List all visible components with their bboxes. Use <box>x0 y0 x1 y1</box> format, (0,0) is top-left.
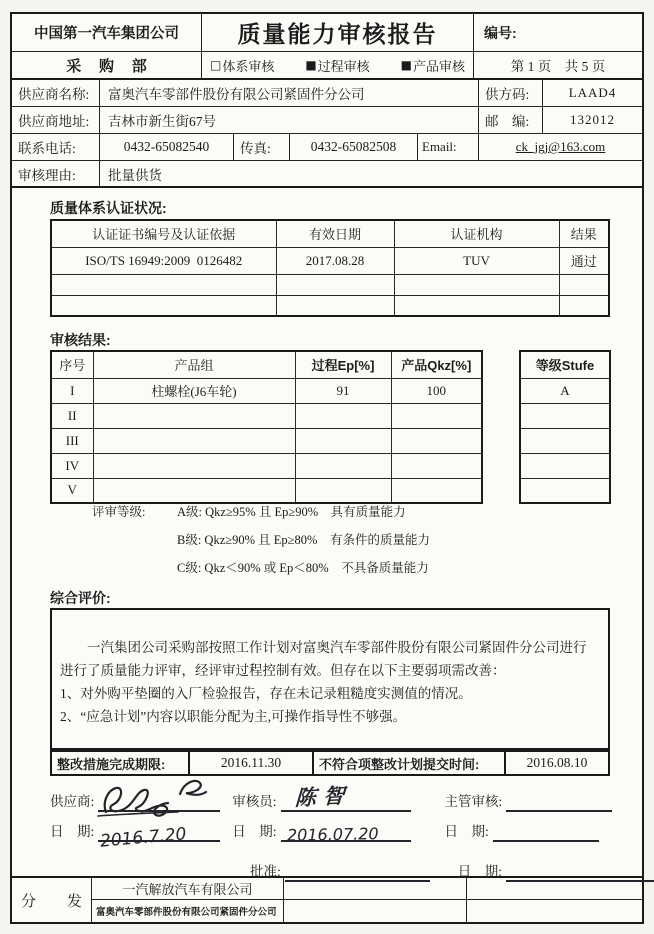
cert-certificate: ISO/TS 16949:2009 0126482 <box>51 247 276 274</box>
cert-col-body: 认证机构 <box>394 220 559 247</box>
cert-result <box>559 274 609 295</box>
checkbox-checked-icon: ■ <box>400 58 412 72</box>
res-qkz <box>391 428 482 453</box>
supplier-signature <box>92 774 227 822</box>
grading-label: 评审等级: <box>92 505 146 519</box>
results-table <box>50 350 483 504</box>
approve-label: 批准: <box>250 864 281 879</box>
zip-label: 邮 编: <box>479 107 543 133</box>
res-qkz <box>391 453 482 478</box>
res-col-product-qkz: 产品Qkz[%] <box>391 351 482 378</box>
evaluation-line: 1、对外购平垫圈的入厂检验报告，存在未记录粗糙度实测值的情况。 <box>60 686 472 701</box>
certification-row-empty <box>51 295 609 316</box>
measure-deadline-label: 整改措施完成期限: <box>57 756 166 772</box>
distribution-recipient-2: 富奥汽车零部件股份有限公司紧固件分公司 <box>92 900 284 922</box>
res-ep <box>295 453 391 478</box>
res-product <box>93 428 295 453</box>
results-row <box>51 378 482 403</box>
res-qkz: 100 <box>391 378 482 403</box>
res-product: 柱螺栓(J6车轮) <box>93 378 295 403</box>
plan-submit-date: 2016.08.10 <box>504 752 608 774</box>
results-row <box>51 478 482 503</box>
supplier-address-value: 吉林市新生街67号 <box>100 107 479 133</box>
checkbox-checked-icon: ■ <box>305 58 317 72</box>
supplier-sign-label: 供应商: <box>50 794 95 809</box>
audit-reason-value: 批量供货 <box>108 167 162 183</box>
signature-row-dates <box>50 820 599 852</box>
header-row-1 <box>12 14 642 52</box>
audit-type-label: 产品审核 <box>412 58 465 74</box>
distribution-empty-cell <box>284 878 467 900</box>
contact-row <box>12 134 642 161</box>
evaluation-line: 一汽集团公司采购部按照工作计划对富奥汽车零部件股份有限公司紧固件分公司进行 <box>87 640 587 655</box>
manager-date-label: 日 期: <box>444 824 489 839</box>
cert-valid-date: 2017.08.28 <box>276 247 394 274</box>
supplier-date-handwritten: 2016.7.20 <box>99 824 188 852</box>
certification-header-row <box>51 220 609 247</box>
cert-valid-date <box>276 274 394 295</box>
supplier-date-label: 日 期: <box>50 824 95 839</box>
res-col-process-ep: 过程Ep[%] <box>295 351 391 378</box>
certification-row-empty <box>51 274 609 295</box>
grade-value <box>520 478 610 503</box>
manager-date-line <box>493 822 599 842</box>
approve-date-label: 日 期: <box>457 864 503 879</box>
supplier-signature-line <box>98 792 220 812</box>
grade-header: 等级Stufe <box>520 351 610 378</box>
checkbox-unchecked-icon: □ <box>210 58 222 72</box>
evaluation-box <box>50 608 610 750</box>
grade-value <box>520 453 610 478</box>
distribution-table <box>12 876 642 922</box>
res-ep: 91 <box>295 378 391 403</box>
res-no: III <box>51 428 93 453</box>
grading-legend <box>92 502 430 586</box>
evaluation-section-title: 综合评价: <box>50 590 111 606</box>
cert-col-result: 结果 <box>559 220 609 247</box>
audit-reason-row <box>12 161 642 188</box>
results-row <box>51 403 482 428</box>
zip-value: 132012 <box>570 112 615 127</box>
res-product <box>93 478 295 503</box>
email-label: Email: <box>418 134 479 160</box>
certification-table <box>50 219 610 317</box>
grading-level-a: A级: Qkz≥95% 且 Ep≥90% 具有质量能力 <box>177 505 406 519</box>
audit-type-label: 过程审核 <box>317 58 370 74</box>
res-ep <box>295 403 391 428</box>
res-no: IV <box>51 453 93 478</box>
auditor-signature-line <box>281 783 411 812</box>
distribution-empty-cell <box>467 900 642 922</box>
phone-value: 0432-65082540 <box>100 134 234 160</box>
cert-col-certificate: 认证证书编号及认证依据 <box>51 220 276 247</box>
supplier-code-value: LAAD4 <box>568 85 617 100</box>
res-qkz <box>391 403 482 428</box>
distribution-label: 分 发 <box>12 878 92 922</box>
cert-result <box>559 295 609 316</box>
auditor-signature: 陈 智 <box>293 783 345 811</box>
res-ep <box>295 428 391 453</box>
auditor-date-line <box>281 822 411 845</box>
distribution-empty-cell <box>467 878 642 900</box>
report-number-label: 编号: <box>484 24 517 41</box>
cert-col-valid-date: 有效日期 <box>276 220 394 247</box>
supplier-code-label: 供方码: <box>479 80 543 106</box>
supplier-date-line <box>98 822 220 852</box>
header-row-2 <box>12 52 642 80</box>
res-col-no: 序号 <box>51 351 93 378</box>
auditor-date-label: 日 期: <box>232 824 277 839</box>
supplier-name-value: 富奥汽车零部件股份有限公司紧固件分公司 <box>100 80 479 106</box>
cert-result: 通过 <box>559 247 609 274</box>
audit-type-system <box>210 56 274 75</box>
results-row <box>51 453 482 478</box>
res-col-product-group: 产品组 <box>93 351 295 378</box>
cert-body <box>394 274 559 295</box>
grading-level-c: C级: Qkz＜90% 或 Ep＜80% 不具备质量能力 <box>177 561 429 575</box>
grade-value <box>520 403 610 428</box>
signature-row-names <box>50 783 612 812</box>
email-value: ck_jgj@163.com <box>515 139 606 154</box>
supplier-name-row <box>12 80 642 107</box>
report-title: 质量能力审核报告 <box>202 14 474 51</box>
distribution-recipient-1: 一汽解放汽车有限公司 <box>92 878 284 900</box>
grade-value: A <box>520 378 610 403</box>
res-no: V <box>51 478 93 503</box>
certification-section-title: 质量体系认证状况: <box>50 200 167 216</box>
cert-certificate <box>51 274 276 295</box>
grade-value <box>520 428 610 453</box>
department: 采 购 部 <box>12 52 202 78</box>
cert-valid-date <box>276 295 394 316</box>
supplier-address-label: 供应商地址: <box>12 107 100 133</box>
plan-submit-label: 不符合项整改计划提交时间: <box>312 752 504 774</box>
audit-type-product <box>401 56 465 75</box>
auditor-sign-label: 审核员: <box>232 794 277 809</box>
cert-certificate <box>51 295 276 316</box>
fax-label: 传真: <box>234 134 290 160</box>
audit-reason-label: 审核理由: <box>12 161 100 186</box>
results-section-title: 审核结果: <box>50 332 111 348</box>
manager-sign-label: 主管审核: <box>444 794 503 809</box>
results-header-row <box>51 351 482 378</box>
measure-deadline-date: 2016.11.30 <box>188 752 312 774</box>
supplier-address-row <box>12 107 642 134</box>
fax-value: 0432-65082508 <box>290 134 418 160</box>
supplier-name-label: 供应商名称: <box>12 80 100 106</box>
phone-label: 联系电话: <box>12 134 100 160</box>
grading-level-b: B级: Qkz≥90% 且 Ep≥80% 有条件的质量能力 <box>177 533 430 547</box>
audit-type-checkboxes <box>202 52 474 78</box>
results-area <box>50 350 611 504</box>
cert-body <box>394 295 559 316</box>
certification-row <box>51 247 609 274</box>
res-product <box>93 403 295 428</box>
company-name: 中国第一汽车集团公司 <box>12 14 202 51</box>
res-product <box>93 453 295 478</box>
cert-body: TUV <box>394 247 559 274</box>
results-row <box>51 428 482 453</box>
page-info: 第 1 页 共 5 页 <box>510 59 606 74</box>
res-no: II <box>51 403 93 428</box>
report-sheet <box>10 12 644 924</box>
res-ep <box>295 478 391 503</box>
evaluation-line: 2、“应急计划”内容以职能分配为主,可操作指导性不够强。 <box>60 709 407 724</box>
audit-type-process <box>305 56 369 75</box>
audit-type-label: 体系审核 <box>222 58 275 74</box>
auditor-date-handwritten: 2016.07.20 <box>286 824 379 845</box>
deadline-row <box>50 750 610 776</box>
grade-table <box>519 350 611 504</box>
evaluation-line: 进行了质量能力评审，经评审过程控制有效。但存在以下主要弱项需改善： <box>60 663 506 678</box>
res-no: I <box>51 378 93 403</box>
res-qkz <box>391 478 482 503</box>
distribution-empty-cell <box>284 900 467 922</box>
manager-signature-line <box>506 792 612 812</box>
